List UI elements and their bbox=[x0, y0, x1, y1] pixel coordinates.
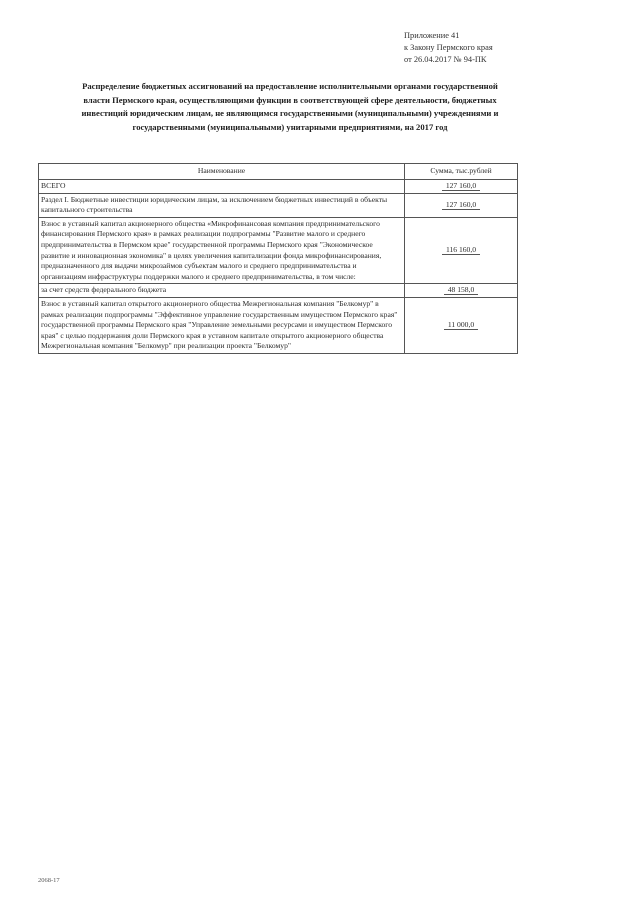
table-row bbox=[39, 297, 518, 353]
row-amount bbox=[405, 217, 518, 284]
table-row bbox=[39, 217, 518, 284]
row-amount bbox=[405, 180, 518, 194]
appendix-header bbox=[404, 30, 554, 66]
row-amount bbox=[405, 284, 518, 298]
row-name: за счет средств федерального бюджета bbox=[39, 284, 405, 298]
amount-value: 11 000,0 bbox=[444, 320, 478, 330]
amount-value: 116 160,0 bbox=[442, 245, 480, 255]
table-row bbox=[39, 193, 518, 217]
document-title: Распределение бюджетных ассигнований на предоставление исполнительными органами государственной власти Пермского края, осуществляющими функции в соответствующей сфере деятельности, бюджетных инвестиций юридическим лицам, не являющимся государственными (муниципальными) учреждениями и государственными (муниципальными) унитарными предприятиями, на 2017 год bbox=[81, 81, 499, 132]
amount-value: 127 160,0 bbox=[442, 181, 480, 191]
footer-code: 2068-17 bbox=[38, 877, 60, 884]
header-name: Наименование bbox=[39, 164, 405, 180]
header-amount: Сумма, тыс.рублей bbox=[405, 164, 518, 180]
row-name: Раздел I. Бюджетные инвестиции юридическим лицам, за исключением бюджетных инвестиций в объекты капитального строительства bbox=[39, 193, 405, 217]
row-name: Взнос в уставный капитал открытого акционерного общества Межрегиональная компания "Белкомур" в рамках реализации подпрограммы "Эффективное управление государственным имуществом Пермского края" государственной программы Пермского края "Управление земельными ресурсами и имуществом Пермского края" с целью поддержания доли Пермского края в уставном капитале открытого акционерного общества Межрегиональная компания "Белкомур" при реализации проекта "Белкомур" bbox=[39, 297, 405, 353]
row-amount bbox=[405, 193, 518, 217]
amount-value: 127 160,0 bbox=[442, 200, 480, 210]
table-header-row bbox=[39, 164, 518, 180]
appendix-law: к Закону Пермского края bbox=[404, 43, 493, 52]
row-amount bbox=[405, 297, 518, 353]
budget-table bbox=[38, 163, 518, 354]
appendix-date: от 26.04.2017 № 94-ПК bbox=[404, 55, 487, 64]
row-name: ВСЕГО bbox=[39, 180, 405, 194]
table-row bbox=[39, 180, 518, 194]
appendix-number: Приложение 41 bbox=[404, 31, 460, 40]
table-row bbox=[39, 284, 518, 298]
row-name: Взнос в уставный капитал акционерного общества «Микрофинансовая компания предпринимательского финансирования Пермского края» в рамках реализации подпрограммы "Развитие малого и среднего предпринимательства в Пермском крае" государственной программы Пермского края "Экономическое развитие и инновационная экономика" в целях увеличения капитализации фонда микрофинансирования, предназначенного для выдачи микрозаймов субъектам малого и среднего предпринимательства и организациям инфраструктуры поддержки малого и среднего предпринимательства, в том числе: bbox=[39, 217, 405, 284]
amount-value: 48 158,0 bbox=[444, 285, 479, 295]
